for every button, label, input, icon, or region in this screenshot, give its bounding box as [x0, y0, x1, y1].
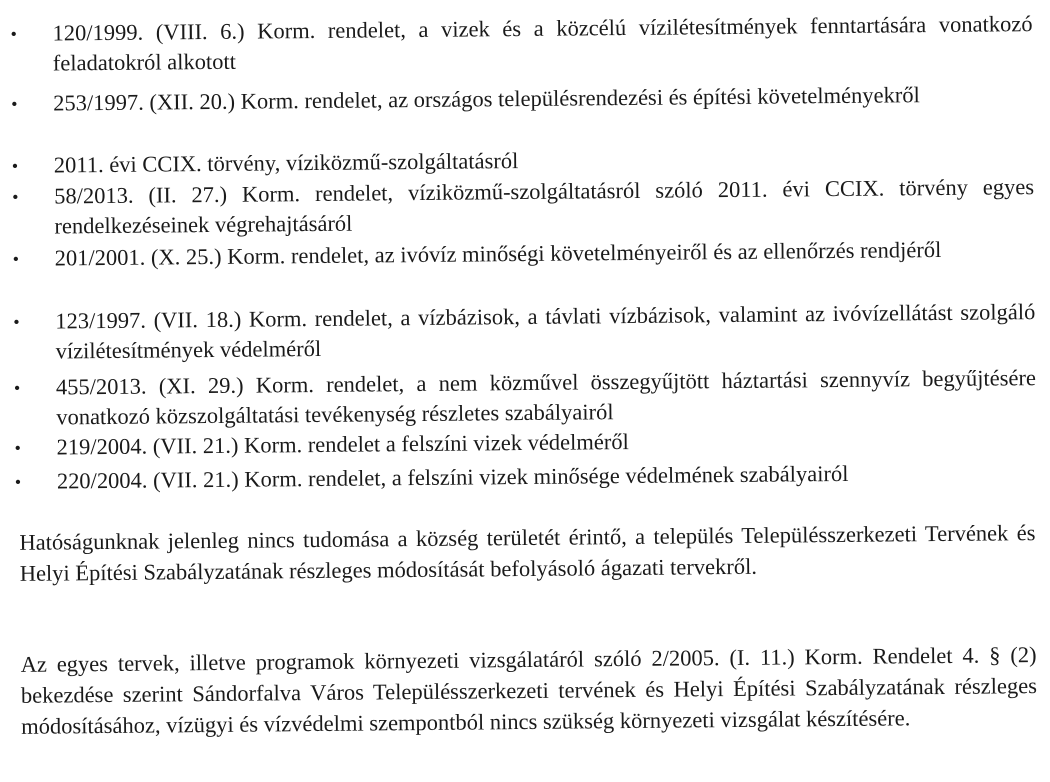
list-item — [11, 79, 1033, 119]
list-item — [12, 172, 1035, 242]
list-item-text: 201/2001. (X. 25.) Korm. rendelet, az ivóvíz minőségi követelményeiről és az ellenőrzés rendjéről — [54, 236, 942, 271]
list-item-text: 120/1999. (VIII. 6.) Korm. rendelet, a vizek és a közcélú vízilétesítmények fenntartására vonatkozó feladatokról alkotott — [52, 11, 1033, 76]
list-item-text: 220/2004. (VII. 21.) Korm. rendelet, a felszíni vizek minősége védelmének szabályairól — [56, 460, 849, 494]
list-item — [13, 297, 1036, 367]
bullet-icon: • — [10, 23, 17, 44]
list-item — [10, 9, 1033, 79]
bullet-icon: • — [11, 93, 18, 114]
list-item-text: 2011. évi CCIX. törvény, víziközmű-szolgáltatásról — [53, 148, 519, 178]
bullet-icon: • — [12, 248, 20, 269]
bullet-icon: • — [13, 311, 20, 332]
list-item-text: 253/1997. (XII. 20.) Korm. rendelet, az országos településrendezési és építési követelményekről — [53, 82, 920, 116]
list-item-text: 219/2004. (VII. 21.) Korm. rendelet a felszíni vizek védelméről — [56, 429, 629, 460]
bullet-icon: • — [11, 155, 19, 176]
list-item — [14, 363, 1037, 433]
bullet-icon: • — [14, 471, 22, 492]
paragraph-environmental-assessment: Az egyes tervek, illetve programok környezeti vizsgálatáról szóló 2/2005. (I. 11.) Korm. Rendelet 4. § (2) bekezdése szerint Sándorfalva Város Településszerkezeti tervének és Helyi Építési Szabályzatának részleges módosításához, vízügyi és vízvédelmi szempontból nincs szükség környezeti vizsgálat készítésére. — [20, 642, 1037, 739]
bullet-icon: • — [12, 186, 19, 207]
list-item-text: 123/1997. (VII. 18.) Korm. rendelet, a vízbázisok, a távlati vízbázisok, valamint az ivóvízellátást szolgáló vízilétesítmények védelméről — [55, 299, 1036, 364]
list-item — [15, 457, 1037, 497]
list-item-text: 58/2013. (II. 27.) Korm. rendelet, víziközmű-szolgáltatásról szóló 2011. évi CCIX. törvény egyes rendelkezéseinek végrehajtásáról — [54, 174, 1035, 239]
paragraph-sectoral-plans: Hatóságunknak jelenleg nincs tudomása a község területét érintő, a település Településszerkezeti Tervének és Helyi Építési Szabályzatának részleges módosítását befolyásoló ágazati tervekről. — [19, 520, 1036, 586]
bullet-icon: • — [14, 437, 21, 458]
list-item-text: 455/2013. (XI. 29.) Korm. rendelet, a nem közművel összegyűjtött háztartási szennyvíz begyűjtésére vonatkozó közszolgáltatási tevékenység részletes szabályairól — [55, 365, 1037, 430]
bullet-icon: • — [13, 377, 21, 398]
